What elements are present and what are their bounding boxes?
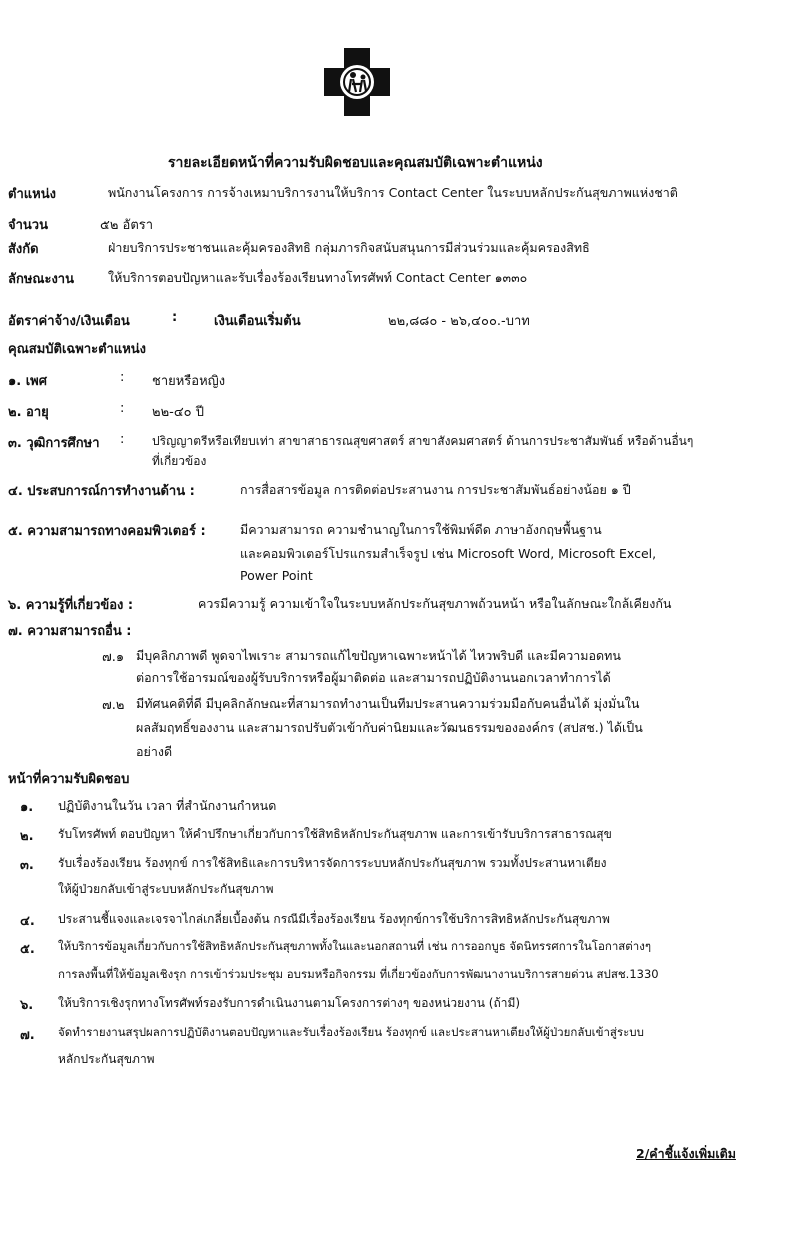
- qual-4-label: ๔. ประสบการณ์การทำงานด้าน :: [8, 484, 195, 499]
- qual-5-line-1: มีความสามารถ ความชำนาญในการใช้พิมพ์ดีด ภาษาอังกฤษพื้นฐาน: [240, 522, 602, 537]
- qual-7-2-line-3: อย่างดี: [136, 744, 173, 759]
- duty-7-line-2: หลักประกันสุขภาพ: [58, 1052, 155, 1066]
- qual-3-line-2: ที่เกี่ยวข้อง: [152, 454, 207, 468]
- qual-7-2-line-2: ผลสัมฤทธิ์ของงาน และสามารถปรับตัวเข้ากับค่านิยมและวัฒนธรรมขององค์กร (สปสช.) ได้เป็น: [136, 720, 643, 735]
- salary-amount: ๒๒,๘๘๐ - ๒๖,๔๐๐.-บาท: [388, 314, 530, 329]
- duty-5-line-1: ให้บริการข้อมูลเกี่ยวกับการใช้สิทธิหลักประกันสุขภาพทั้งในและนอกสถานที่ เช่น การออกบูธ จัดนิทรรศการในโอกาสต่างๆ: [58, 939, 652, 953]
- dept-label: สังกัด: [8, 242, 39, 257]
- qual-3-colon: :: [120, 432, 125, 447]
- salary-colon: :: [172, 310, 178, 325]
- salary-label: อัตราค่าจ้าง/เงินเดือน: [8, 314, 130, 329]
- quals-heading: คุณสมบัติเฉพาะตำแหน่ง: [8, 342, 147, 357]
- duty-4-number: ๔.: [20, 914, 35, 929]
- duty-3-number: ๓.: [20, 858, 34, 873]
- qual-6-value: ควรมีความรู้ ความเข้าใจในระบบหลักประกันสุขภาพถ้วนหน้า หรือในลักษณะใกล้เคียงกัน: [198, 596, 672, 611]
- qual-1-colon: :: [120, 370, 125, 385]
- qual-7-label: ๗. ความสามารถอื่น :: [8, 624, 132, 639]
- duty-6-line-1: ให้บริการเชิงรุกทางโทรศัพท์รองรับการดำเนินงานตามโครงการต่างๆ ของหน่วยงาน (ถ้ามี): [58, 996, 521, 1010]
- position-value: พนักงานโครงการ การจ้างเหมาบริการงานให้บริการ Contact Center ในระบบหลักประกันสุขภาพแห่งชาติ: [108, 185, 678, 200]
- qual-5-line-3: Power Point: [240, 568, 313, 583]
- duties-heading: หน้าที่ความรับผิดชอบ: [8, 772, 130, 787]
- work-value: ให้บริการตอบปัญหาและรับเรื่องร้องเรียนทางโทรศัพท์ Contact Center ๑๓๓๐: [108, 270, 528, 285]
- dept-value: ฝ่ายบริการประชาชนและคุ้มครองสิทธิ กลุ่มภารกิจสนับสนุนการมีส่วนร่วมและคุ้มครองสิทธิ: [108, 240, 590, 255]
- qual-6-label: ๖. ความรู้ที่เกี่ยวข้อง :: [8, 598, 134, 613]
- duty-7-number: ๗.: [20, 1028, 35, 1043]
- duty-3-line-2: ให้ผู้ป่วยกลับเข้าสู่ระบบหลักประกันสุขภาพ: [58, 882, 274, 896]
- duty-2-number: ๒.: [20, 829, 34, 844]
- count-label: จำนวน: [8, 218, 48, 233]
- duty-4-line-1: ประสานชี้แจงและเจรจาไกล่เกลี่ยเบื้องต้น กรณีมีเรื่องร้องเรียน ร้องทุกข์การใช้บริการสิทธิหลักประกันสุขภาพ: [58, 912, 610, 926]
- page-title: รายละเอียดหน้าที่ความรับผิดชอบและคุณสมบัติเฉพาะตำแหน่ง: [168, 155, 543, 171]
- qual-7-1-line-2: ต่อการใช้อารมณ์ของผู้รับบริการหรือผู้มาติดต่อ และสามารถปฏิบัติงานนอกเวลาทำการได้: [136, 670, 611, 685]
- qual-3-label: ๓. วุฒิการศึกษา: [8, 436, 100, 451]
- qual-1-label: ๑. เพศ: [8, 374, 47, 389]
- duty-3-line-1: รับเรื่องร้องเรียน ร้องทุกข์ การใช้สิทธิและการบริหารจัดการระบบหลักประกันสุขภาพ รวมทั้งประสานหาเตียง: [58, 856, 607, 870]
- qual-2-label: ๒. อายุ: [8, 405, 49, 420]
- duty-1-number: ๑.: [20, 800, 34, 815]
- footer-continuation: 2/คำชี้แจ้งเพิ่มเติม: [636, 1146, 736, 1161]
- duty-5-line-2: การลงพื้นที่ให้ข้อมูลเชิงรุก การเข้าร่วมประชุม อบรมหรือกิจกรรม ที่เกี่ยวข้องกับการพัฒนางานบริการสายด่วน สปสช.1330: [58, 967, 659, 981]
- position-label: ตำแหน่ง: [8, 187, 56, 202]
- qual-1-value: ชายหรือหญิง: [152, 374, 226, 389]
- qual-7-2-number: ๗.๒: [102, 698, 125, 713]
- qual-5-label: ๕. ความสามารถทางคอมพิวเตอร์ :: [8, 524, 206, 539]
- nhso-logo: [322, 46, 392, 118]
- qual-4-value: การสื่อสารข้อมูล การติดต่อประสานงาน การประชาสัมพันธ์อย่างน้อย ๑ ปี: [240, 482, 631, 497]
- qual-7-1-number: ๗.๑: [102, 650, 125, 665]
- qual-7-1-line-1: มีบุคลิกภาพดี พูดจาไพเราะ สามารถแก้ไขปัญหาเฉพาะหน้าได้ ไหวพริบดี และมีความอดทน: [136, 648, 621, 663]
- qual-3-line-1: ปริญญาตรีหรือเทียบเท่า สาขาสาธารณสุขศาสตร์ สาขาสังคมศาสตร์ ด้านการประชาสัมพันธ์ หรือด้านอื่นๆ: [152, 434, 694, 448]
- work-label: ลักษณะงาน: [8, 272, 74, 287]
- duty-6-number: ๖.: [20, 998, 34, 1013]
- count-value: ๕๒ อัตรา: [100, 218, 154, 233]
- qual-2-value: ๒๒-๔๐ ปี: [152, 405, 204, 420]
- duty-2-line-1: รับโทรศัพท์ ตอบปัญหา ให้คำปรึกษาเกี่ยวกับการใช้สิทธิหลักประกันสุขภาพ และการเข้ารับบริการสาธารณสุข: [58, 827, 612, 841]
- qual-5-line-2: และคอมพิวเตอร์โปรแกรมสำเร็จรูป เช่น Microsoft Word, Microsoft Excel,: [240, 546, 657, 561]
- qual-2-colon: :: [120, 401, 125, 416]
- duty-5-number: ๕.: [20, 942, 35, 957]
- duty-1-line-1: ปฏิบัติงานในวัน เวลา ที่สำนักงานกำหนด: [58, 798, 277, 813]
- duty-7-line-1: จัดทำรายงานสรุปผลการปฏิบัติงานตอบปัญหาและรับเรื่องร้องเรียน ร้องทุกข์ และประสานหาเตียงให้ผู้ป่วยกลับเข้าสู่ระบบ: [58, 1025, 644, 1039]
- salary-start-label: เงินเดือนเริ่มต้น: [214, 314, 301, 329]
- qual-7-2-line-1: มีทัศนคติที่ดี มีบุคลิกลักษณะที่สามารถทำงานเป็นทีมประสานความร่วมมือกับคนอื่นได้ มุ่งมั่นใน: [136, 696, 640, 711]
